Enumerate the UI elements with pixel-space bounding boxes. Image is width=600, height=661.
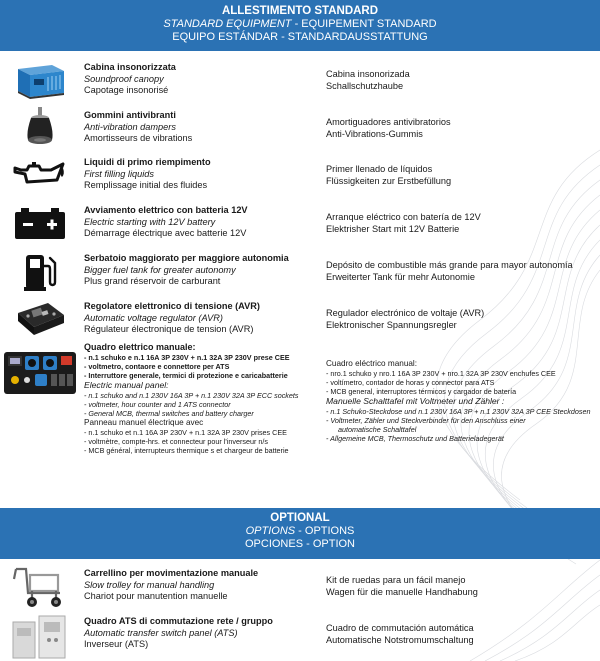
item-name-de: Elektronischer Spannungsregler [326, 320, 457, 331]
item-name-es: Cabina insonorizada [326, 69, 410, 79]
item-name-fr: Régulateur électronique de tension (AVR) [84, 324, 254, 335]
item-name-es: Amortiguadores antivibratorios [326, 117, 451, 127]
fuel-pump-icon [6, 248, 74, 296]
panel-line-es: - voltímetro, contador de horas y connector para ATS [326, 378, 495, 388]
item-name-it: Liquidi di primo riempimento [84, 157, 211, 167]
panel-line-it: - Interruttore generale, termici di protezione e caricabatterie [84, 371, 288, 381]
panel-line-en: - voltmeter, hour counter and 1 ATS connector [84, 399, 231, 409]
item-name-en: Automatic voltage regulator (AVR) [84, 312, 223, 323]
soundproof-canopy-icon [6, 57, 74, 102]
avr-board-icon [6, 298, 74, 340]
banner-subtitle [0, 18, 600, 31]
item-name-it: Cabina insonorizzata [84, 62, 176, 72]
panel-line-de: - Allgemeine MCB, Thermoschutz und Batterieladegerät [326, 433, 504, 443]
panel-line-fr: - voltmètre, compte-hrs. et connecteur pour l'inverseur n/s [84, 437, 268, 447]
item-name-fr: Remplissage initial des fluides [84, 180, 208, 191]
item-name-it: Avviamento elettrico con batteria 12V [84, 205, 248, 215]
trolley-icon [6, 563, 74, 611]
list-item [0, 152, 600, 198]
panel-line-it: - n.1 schuko e n.1 16A 3P 230V + n.1 32A 3P 230V prese CEE [84, 353, 290, 362]
item-name-it: Gommini antivibranti [84, 110, 176, 120]
option-name-en: Automatic transfer switch panel (ATS) [84, 627, 238, 638]
banner-subtitle [0, 525, 600, 538]
banner-subtitle-fr: - OPTIONS [295, 525, 355, 537]
item-name-de: Schallschutzhaube [326, 81, 404, 92]
item-name-it: Serbatoio maggiorato per maggiore autonomia [84, 253, 289, 263]
panel-line-de: - Voltmeter, Zähler und Steckverbinder für den Anschluss einer [326, 415, 526, 425]
panel-title-es: Cuadro eléctrico manual: [326, 359, 418, 368]
banner-subtitle-fr: - EQUIPEMENT STANDARD [291, 18, 437, 30]
list-item [0, 248, 600, 296]
option-name-it: Quadro ATS di commutazione rete / gruppo [84, 616, 273, 626]
panel-line-en: - General MCB, thermal switches and battery charger [84, 408, 254, 418]
banner-title: OPTIONAL [270, 512, 330, 524]
option-name-en: Slow trolley for manual handling [84, 579, 215, 590]
vibration-damper-icon [6, 104, 74, 150]
item-name-en: Soundproof canopy [84, 73, 164, 84]
banner-subtitle-en: OPTIONS [245, 525, 296, 537]
list-item [0, 612, 600, 661]
item-name-es: Depósito de combustible más grande para mayor autonomía [326, 260, 573, 270]
list-item [0, 563, 600, 611]
item-name-en: Electric starting with 12V battery [84, 216, 216, 227]
option-name-de: Wagen für die manuelle Handhabung [326, 587, 478, 598]
panel-line-es: - MCB general, interruptores térmicos y cargador de batería [326, 387, 517, 397]
optional-banner [0, 508, 600, 559]
panel-line-de: - n.1 Schuko-Steckdose und n.1 230V 16A 3P + n.1 230V 32A 3P CEE Steckdosen [326, 406, 591, 416]
item-name-es: Primer llenado de líquidos [326, 164, 433, 174]
panel-line-it: - voltmetro, contaore e connettore per ATS [84, 362, 230, 372]
item-name-fr: Amortisseurs de vibrations [84, 133, 193, 144]
panel-title-it: Quadro elettrico manuale: [84, 342, 196, 352]
item-name-en: First filling liquids [84, 168, 154, 179]
option-name-fr: Chariot pour manutention manuelle [84, 591, 228, 602]
panel-title-en: Electric manual panel: [84, 380, 169, 391]
banner-title: ALLESTIMENTO STANDARD [221, 5, 379, 17]
panel-line-fr: - n.1 schuko et n.1 16A 3P 230V + n.1 32A 3P 230V prises CEE [84, 427, 287, 437]
item-name-it: Regolatore elettronico di tensione (AVR) [84, 301, 260, 311]
item-name-de: Elektrisher Start mit 12V Batterie [326, 224, 460, 235]
panel-title-de: Manuelle Schalttafel mit Voltmeter und Zähler : [326, 396, 505, 407]
option-name-es: Cuadro de commutación automática [326, 623, 474, 633]
banner-line3: OPCIONES - OPTION [244, 538, 355, 550]
item-name-fr: Plus grand réservoir de carburant [84, 276, 221, 287]
list-item [0, 57, 600, 102]
item-name-de: Erweiterter Tank für mehr Autonomie [326, 272, 475, 283]
item-name-en: Bigger fuel tank for greater autonomy [84, 264, 236, 275]
banner-line3: EQUIPO ESTÁNDAR - STANDARDAUSSTATTUNG [172, 31, 428, 43]
panel-line-de: automatische Schalttafel [338, 424, 417, 434]
option-name-de: Automatische Notstromumschaltung [326, 635, 474, 646]
item-name-fr: Démarrage électrique avec batterie 12V [84, 228, 247, 239]
item-name-es: Arranque eléctrico con batería de 12V [326, 212, 481, 222]
control-panel-icon [2, 348, 78, 398]
option-name-es: Kit de ruedas para un fácil manejo [326, 575, 466, 585]
list-item [0, 104, 600, 150]
ats-panel-icon [6, 612, 74, 661]
list-item [0, 298, 600, 340]
panel-line-fr: - MCB général, interrupteurs thermique s et chargeur de batterie [84, 446, 289, 456]
standard-equipment-banner [0, 0, 600, 51]
item-name-de: Anti-Vibrations-Gummis [326, 129, 423, 140]
item-name-fr: Capotage insonorisé [84, 85, 169, 96]
panel-line-en: - n.1 schuko and n.1 230V 16A 3P + n.1 230V 32A 3P ECC sockets [84, 390, 299, 400]
option-name-it: Carrellino per movimentazione manuale [84, 568, 259, 578]
panel-title-fr: Panneau manuel électrique avec [84, 417, 204, 427]
list-item [0, 200, 600, 246]
option-name-fr: Inverseur (ATS) [84, 639, 149, 650]
battery-icon [6, 200, 74, 246]
panel-line-es: - nro.1 schuko y nro.1 16A 3P 230V + nro.1 32A 3P 230V enchufes CEE [326, 369, 556, 378]
oil-can-icon [6, 152, 74, 198]
item-name-de: Flüssigkeiten zur Erstbefüllung [326, 176, 452, 187]
item-name-en: Anti-vibration dampers [84, 121, 176, 132]
item-name-es: Regulador electrónico de voltaje (AVR) [326, 308, 485, 318]
list-item-panel [0, 342, 600, 478]
banner-subtitle-en: STANDARD EQUIPMENT [163, 18, 292, 30]
